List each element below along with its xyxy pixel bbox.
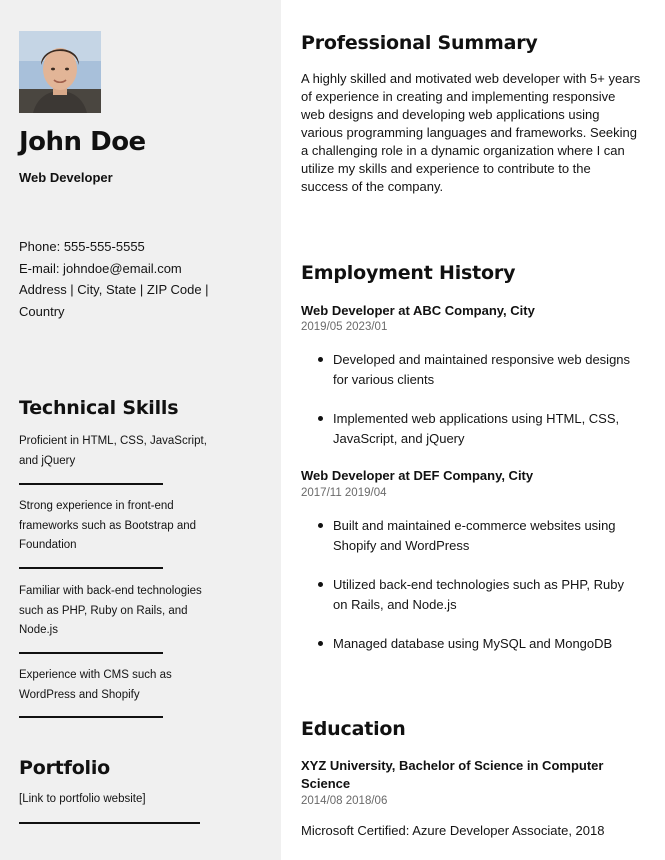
profile-photo-icon [19, 31, 101, 113]
employment-heading: Employment History [301, 262, 516, 284]
skill-divider [19, 716, 163, 718]
job-bullets [301, 516, 641, 674]
portfolio-link[interactable]: [Link to portfolio website] [19, 793, 146, 805]
skill-item: Experience with CMS such as WordPress and Shopify [19, 669, 172, 701]
list-item [301, 516, 641, 555]
skill-item: Familiar with back-end technologies such as PHP, Ruby on Rails, and Node.js [19, 585, 202, 636]
person-name: John Doe [19, 127, 146, 157]
job-title: Web Developer at DEF Company, City [301, 468, 534, 483]
bullet-text: Utilized back-end technologies such as PHP, Ruby on Rails, and Node.js [333, 577, 624, 612]
portfolio-heading: Portfolio [19, 757, 111, 779]
skill-divider [19, 567, 163, 569]
education-heading: Education [301, 718, 406, 740]
bullet-icon [318, 523, 323, 528]
resume-sidebar [0, 0, 281, 860]
list-item [301, 575, 641, 614]
job-dates: 2017/11 2019/04 [301, 487, 387, 499]
education-dates: 2014/08 2018/06 [301, 795, 388, 807]
contact-email: E-mail: johndoe@email.com [19, 260, 182, 276]
bullet-icon [318, 641, 323, 646]
contact-phone: Phone: 555-555-5555 [19, 239, 145, 254]
summary-heading: Professional Summary [301, 32, 538, 54]
skill-divider [19, 483, 163, 485]
resume-main [281, 0, 665, 860]
job-dates: 2019/05 2023/01 [301, 321, 388, 333]
skill-item: Strong experience in front-end frameworks such as Bootstrap and Foundation [19, 500, 197, 551]
job-role: Web Developer [19, 170, 113, 185]
bullet-text: Built and maintained e-commerce websites using Shopify and WordPress [333, 518, 616, 553]
list-item [301, 409, 641, 448]
list-item [301, 634, 641, 654]
bullet-text: Managed database using MySQL and MongoDB [333, 636, 613, 651]
bullet-icon [318, 357, 323, 362]
bullet-icon [318, 582, 323, 587]
certification: Microsoft Certified: Azure Developer Associate, 2018 [301, 823, 605, 838]
contact-address: Address | City, State | ZIP Code | Country [19, 282, 209, 319]
portfolio-divider [19, 822, 200, 824]
summary-text: A highly skilled and motivated web developer with 5+ years of experience in creating and implementing responsive web designs and developing web applications using various programming languages and frameworks. Seeking a challenging role in a dynamic organization where I can utilize my skills and experience to contribute to the success of the company. [301, 71, 641, 194]
contact-info [19, 236, 219, 322]
bullet-text: Implemented web applications using HTML, CSS, JavaScript, and jQuery [333, 411, 620, 446]
education-degree: XYZ University, Bachelor of Science in Computer Science [301, 758, 604, 791]
job-bullets [301, 350, 641, 468]
list-item [301, 350, 641, 389]
bullet-text: Developed and maintained responsive web designs for various clients [333, 352, 631, 387]
job-title: Web Developer at ABC Company, City [301, 303, 535, 318]
skills-heading: Technical Skills [19, 397, 179, 419]
skill-divider [19, 652, 163, 654]
avatar [19, 31, 101, 113]
bullet-icon [318, 416, 323, 421]
skill-item: Proficient in HTML, CSS, JavaScript, and jQuery [19, 435, 207, 467]
